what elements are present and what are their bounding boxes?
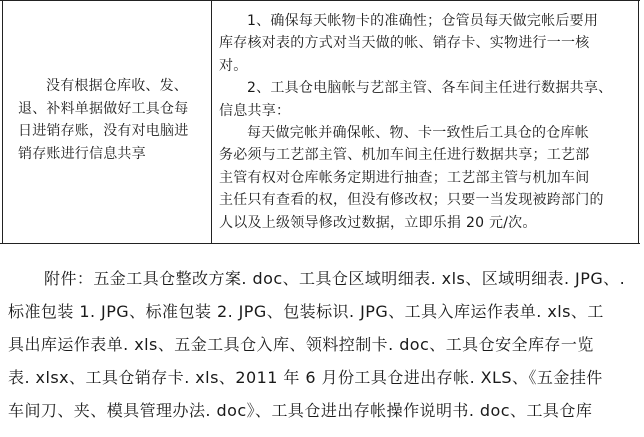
- problem-line-1: 没有根据仓库收、发、: [46, 78, 188, 94]
- measure-line-10: 人以及上级领导修改过数据，立即乐捐 20 元/次。: [219, 214, 537, 231]
- attachment-line-5: 车间刀、夹、模具管理办法. doc》、工具仓进出存帐操作说明书. doc、工具仓库: [8, 401, 593, 420]
- measure-line-3: 对。: [219, 57, 248, 74]
- measure-line-4: 2、工具仓电脑帐与艺部主管、各车间主任进行数据共享、: [247, 80, 613, 97]
- problem-description-cell: [18, 75, 208, 165]
- measure-line-2: 库存核对表的方式对当天做的帐、销存卡、实物进行一一核: [219, 35, 590, 52]
- table-left-border: [2, 0, 3, 244]
- measure-line-9: 主任只有查看的权，但没有修改权；只要一当发现被跨部门的: [219, 192, 604, 209]
- measure-line-1: 1、确保每天帐物卡的准确性；仓管员每天做完帐后要用: [247, 13, 599, 29]
- table-bottom-border: [0, 243, 640, 244]
- attachment-line-3: 具出库运作表单. xls、五金工具仓入库、领料控制卡. doc、工具仓安全库存一览: [8, 335, 594, 354]
- table-top-border: [0, 0, 640, 1]
- attachment-line-1: 附件：五金工具仓整改方案. doc、工具仓区域明细表. xls、区域明细表. JPG、.: [44, 269, 626, 288]
- improvement-measures-cell: [219, 10, 633, 234]
- problem-line-2: 退、补料单据做好工具仓每: [18, 100, 189, 117]
- measure-line-6: 每天做完帐并确保帐、物、卡一致性后工具仓的仓库帐: [247, 125, 589, 142]
- attachments-paragraph: [8, 262, 640, 427]
- measure-line-7: 务必须与工艺部主管、机加车间主任进行数据共享；工艺部: [219, 147, 590, 164]
- attachment-line-4: 表. xlsx、工具仓销存卡. xls、2011 年 6 月份工具仓进出存帐. XLS、《五金挂件: [8, 368, 603, 387]
- problem-line-4: 销存账进行信息共享: [18, 145, 146, 162]
- measure-line-5: 信息共享：: [219, 102, 291, 119]
- attachment-line-2: 标准包装 1. JPG、标准包装 2. JPG、包装标识. JPG、工具入库运作表单. xls、工: [8, 302, 604, 321]
- table-right-border: [638, 0, 639, 244]
- problem-line-3: 日进销存账，没有对电脑进: [18, 123, 189, 139]
- table-column-divider: [211, 0, 212, 244]
- measure-line-8: 主管有权对仓库帐务定期进行抽查；工艺部主管与机加车间: [219, 169, 590, 186]
